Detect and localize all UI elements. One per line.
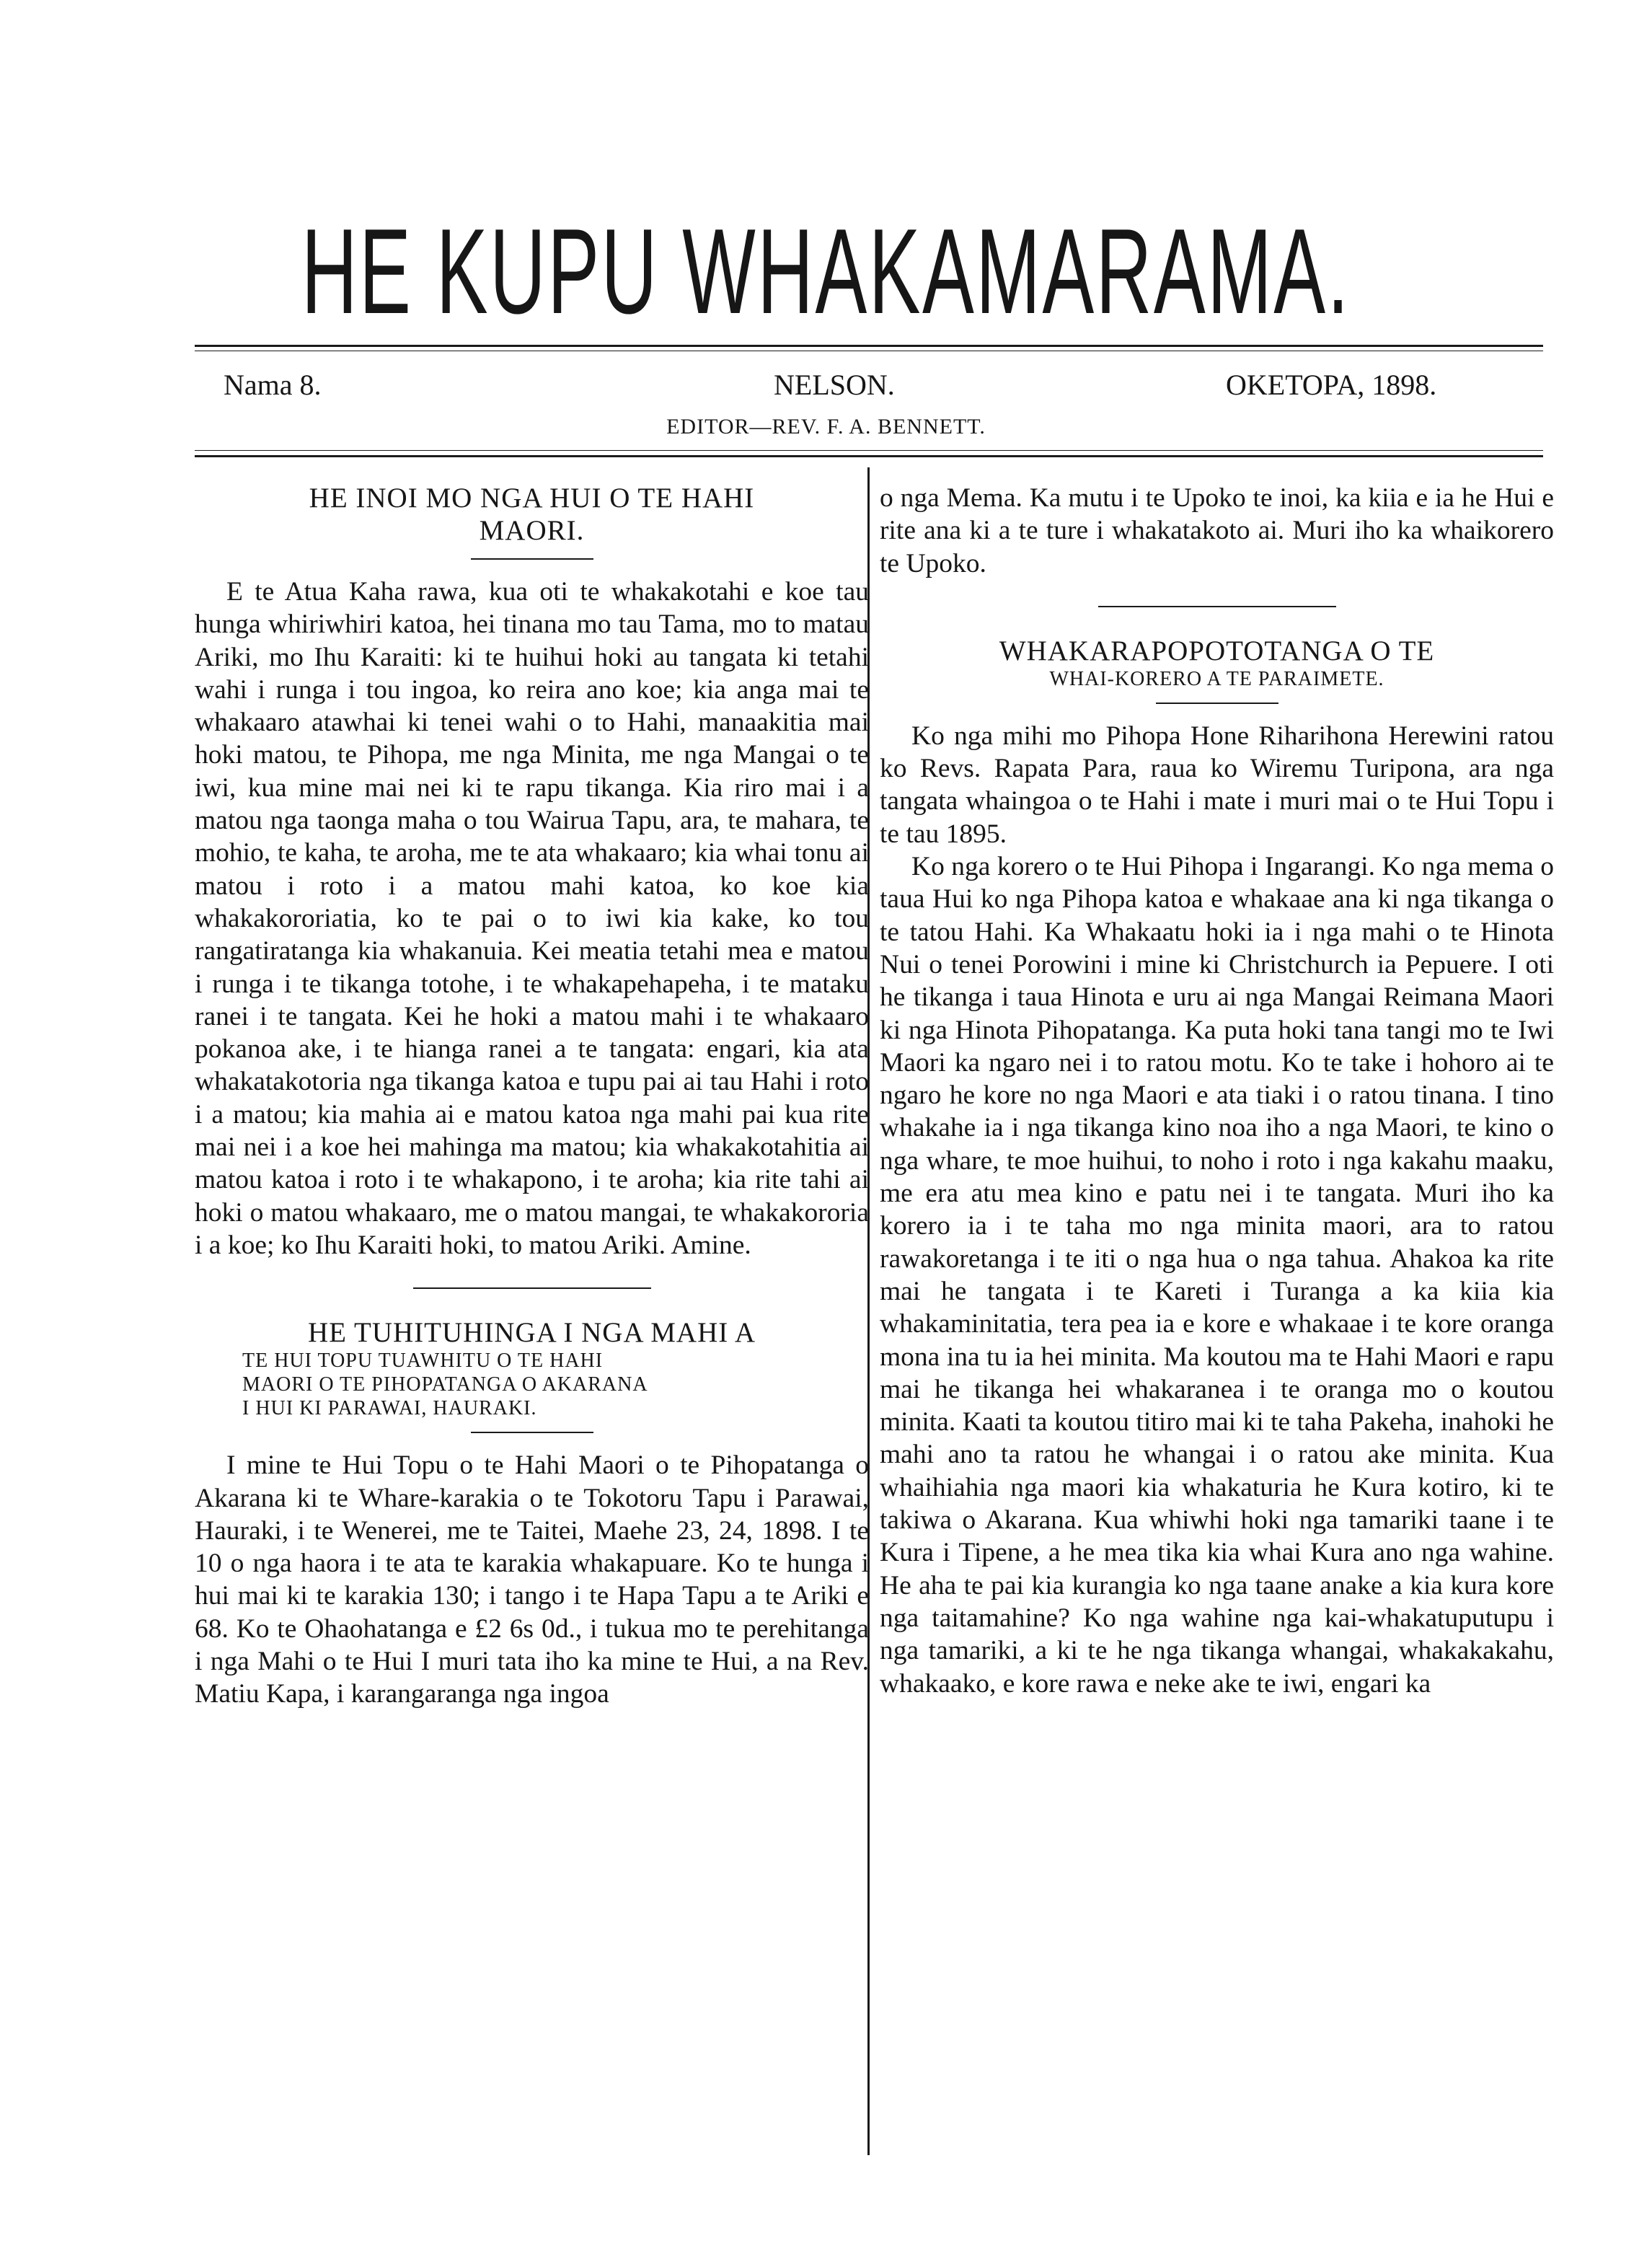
report-text: I mine te Hui Topu o te Hahi Maori o te Pihopatanga o Akarana ki te Whare-karakia o te Tokotoru Tapu i Parawai, Hauraki, i te Wenerei, me te Taitei, Maehe 23, 24, 1898. I te 10 o nga haora i te ata te karakia whakapuare. Ko te hunga i hui mai ki te karakia 130; i tango i te Hapa Tapu a te Ariki e 68. Ko te Ohaohatanga e £2 6s 0d., i tukua mo te perehitanga i nga Mahi o te Hui I muri tata iho ka mine te Hui, a na Rev. Matiu Kapa, i karangaranga nga ingoa	[195, 1450, 869, 1709]
report-subheading: TE HUI TOPU TUAWHITU O TE HAHI	[242, 1349, 604, 1373]
top-rule	[195, 345, 1543, 347]
report-subheading-line-3: I HUI KI PARAWAI, HAURAKI.	[242, 1397, 537, 1420]
summary-heading: WHAKARAPOPOTOTANGA O TE	[999, 635, 1435, 666]
report-subheading-line-2: MAORI O TE PIHOPATANGA O AKARANA	[242, 1373, 648, 1396]
bottom-rule-thin	[195, 450, 1543, 451]
editor-line: EDITOR—REV. F. A. BENNETT.	[666, 415, 986, 439]
short-rule	[471, 558, 593, 560]
summary-subheading: WHAI-KORERO A TE PARAIMETE.	[1049, 667, 1384, 690]
continued-text: o nga Mema. Ka mutu i te Upoko te inoi, ka kiia e ia he Hui e rite ana ki a te ture i whakatakoto ai. Muri iho ka whaikorero te Upoko.	[880, 483, 1554, 578]
prayer-heading-line-2: MAORI.	[479, 515, 585, 546]
short-rule	[471, 1432, 593, 1433]
section-separator	[1098, 606, 1336, 607]
right-column	[880, 482, 1554, 1700]
summary-paragraph: Ko nga mihi mo Pihopa Hone Riharihona Herewini ratou ko Revs. Rapata Para, raua ko Wiremu Turipona, ara nga tangata whaingoa o te Hahi i mate i muri mai o te Hui Topu i te tau 1895.	[880, 721, 1554, 849]
report-heading: HE TUHITUHINGA I NGA MAHI A	[308, 1317, 756, 1349]
prayer-heading: HE INOI MO NGA HUI O TE HAHI	[309, 483, 755, 514]
short-rule	[1156, 703, 1278, 704]
summary-paragraph: Ko nga korero o te Hui Pihopa i Ingarangi. Ko nga mema o taua Hui ko nga Pihopa katoa e whakaae ana ki nga tikanga o te tatou Hahi. Ka Whakaatu hoki ia i nga mahi o te Hinota Nui o tenei Porowini i mine ki Christchurch ia Pepuere. I oti he tikanga i taua Hinota e uru ai nga Mangai Reimana Maori ki nga Hinota Pihopatanga. Ka puta hoki tana tangi mo te Iwi Maori ka ngaro nei i to ratou motu. Ko te take i hohoro ai te ngaro he kore no nga Maori e ata tiaki i o ratou tinana. I tino whakahe ia i nga tikanga kino noa iho a nga Maori, te kino o nga whare, te moe huihui, to noho i roto i nga kakahu maaku, me era atu mea kino e patu nei i te tangata. Muri iho ka korero ia i te taha mo nga minita maori, ara to ratou rawakoretanga i te iti o nga hua o nga tahua. Ahakoa ka rite mai he tangata i te Kareti i Turanga a ka kiia kia whakaminitatia, tera pea ia e kore e whakaae i te kore oranga mona ina tu ia hei minita. Ma koutou ma te Hahi Maori e rapu mai he tikanga hei whakaranea i te oranga mo o koutou minita. Kaati ta koutou titiro mai ki te taha Pakeha, inahoki he mahi ano ta ratou he whangai i o ratou ake minita. Kua whaihiahia nga maori kia whakaturia he Kura kotiro, ki te takiwa o Akarana. Kua whiwhi hoki nga tamariki taane i te Kura i Tipene, a he mea tika kia whai Kura ano nga wahine. He aha te pai kia kurangia ko nga taane anake a kia kura kore nga taitamahine? Ko nga wahine nga kai-whakatuputupu i nga tamariki, a ki te he nga tikanga whangai, whakakakahu, whakaako, e kore rawa e neke ake te iwi, engari ka	[880, 852, 1554, 1699]
left-column	[195, 482, 869, 1711]
bottom-rule	[195, 455, 1543, 457]
issue-place: NELSON.	[774, 369, 895, 401]
issue-date: OKETOPA, 1898.	[1226, 369, 1437, 401]
issue-number: Nama 8.	[224, 369, 322, 401]
newspaper-title: HE KUPU WHAKAMARAMA.	[301, 203, 1351, 339]
prayer-text: E te Atua Kaha rawa, kua oti te whakakotahi e koe tau hunga whiriwhiri katoa, hei tinana mo tau Tama, mo to matau Ariki, mo Ihu Karaiti: ki te huihui hoki au tangata ki tetahi wahi i runga i tou ingoa, ko reira ano koe; kia anga mai te whakaaro atawhai ki tenei wahi o to Hahi, manaakitia mai hoki matou, te Pihopa, me nga Minita, me nga Mangai o te iwi, kua mine mai nei ki te rapu tikanga. Kia riro mai i a matou nga taonga maha o tou Wairua Tapu, ara, te mahara, te mohio, te kaha, te aroha, me te ata whakaaro; kia whai tonu ai matou i roto i a matou mahi katoa, ko koe kia whakakororiatia, ko te pai o to iwi kia kake, ko tou rangatiratanga kia whakanuia. Kei meatia tetahi mea e matou i runga i te tikanga totohe, i te whakapehapeha, i te mataku ranei i te tangata. Kei he hoki a matou mahi i te whakaaro pokanoa ake, i te hianga ranei a te tangata: engari, kia ata whakatakotoria nga tikanga katoa e tupu pai ai tau Hahi i roto i a matou; kia mahia ai e matou katoa nga mahi pai kua rite mai nei i a koe hei mahinga ma matou; kia whakakotahitia ai matou katoa i roto i te whakapono, i te aroha; kia rite tahi ai hoki o matou whakaaro, me o matou mangai, te whakakororia i a koe; ko Ihu Karaiti hoki, to matou Ariki. Amine.	[195, 577, 869, 1260]
section-separator	[413, 1287, 651, 1289]
